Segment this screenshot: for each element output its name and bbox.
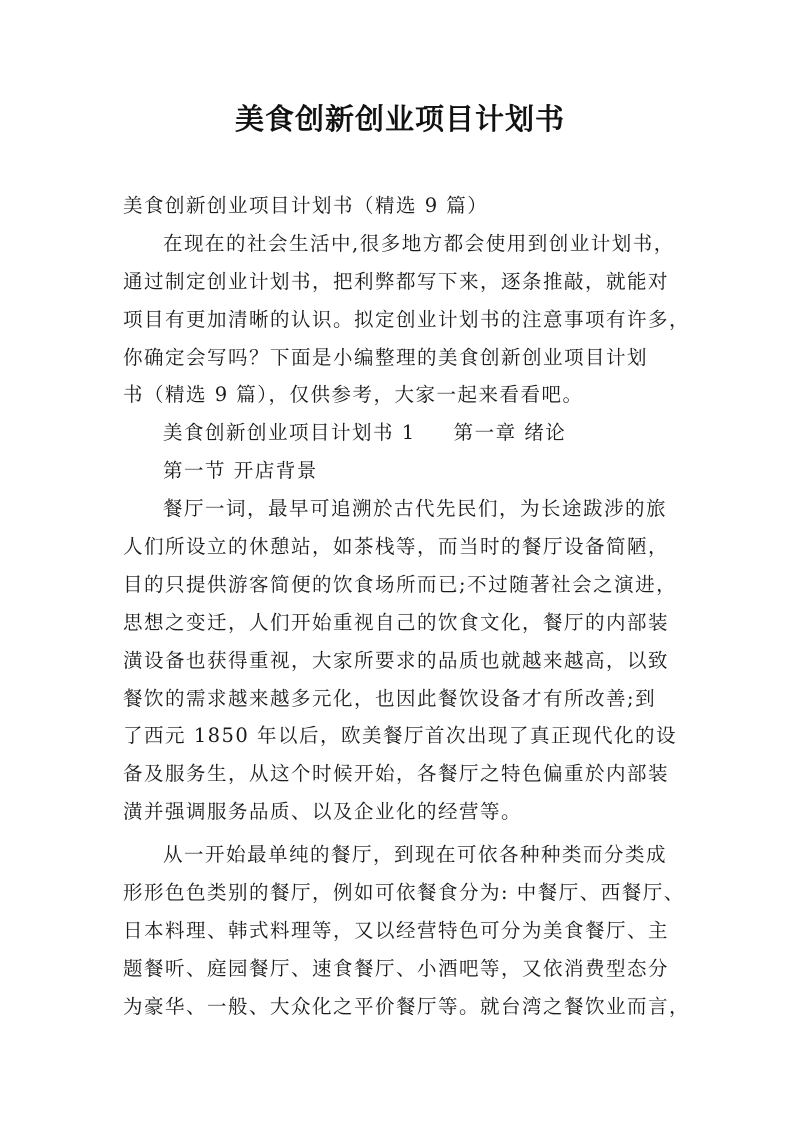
paragraph-categories bbox=[123, 836, 691, 1025]
paragraph-line: 潢并强调服务品质、以及企业化的经营等。 bbox=[123, 800, 523, 824]
paragraph-line: 你确定会写吗？下面是小编整理的美食创新创业项目计划 bbox=[123, 345, 649, 369]
intro-paragraph bbox=[123, 225, 691, 414]
document-body bbox=[123, 187, 691, 1026]
paragraph-line: 书（精选 9 篇），仅供参考，大家一起来看看吧。 bbox=[123, 383, 584, 407]
paragraph-line: 题餐听、庭园餐厅、速食餐厅、小酒吧等，又依消费型态分 bbox=[123, 956, 670, 980]
paragraph-line: 了西元 1850 年以后，欧美餐厅首次出现了真正现代化的设 bbox=[123, 724, 678, 748]
paragraph-line: 人们所设立的休憩站，如茶栈等，而当时的餐厅设备简陋， bbox=[123, 535, 670, 559]
paragraph-line: 项目有更加清晰的认识。拟定创业计划书的注意事项有许多， bbox=[123, 307, 691, 331]
document-title: 美食创新创业项目计划书 bbox=[234, 102, 565, 136]
paragraph-history bbox=[123, 490, 683, 831]
paragraph-line: 形形色色类别的餐厅，例如可依餐食分为: 中餐厅、西餐厅、 bbox=[123, 881, 685, 905]
paragraph-line: 从一开始最单纯的餐厅，到现在可依各种种类而分类成 bbox=[163, 843, 668, 867]
paragraph-line: 日本料理、韩式料理等，又以经营特色可分为美食餐厅、主 bbox=[123, 918, 670, 942]
section-title: 美食创新创业项目计划书 1 bbox=[163, 421, 416, 445]
paragraph-line: 目的只提供游客简便的饮食场所而已;不过随著社会之演进， bbox=[123, 572, 678, 596]
section-heading bbox=[123, 414, 683, 452]
document-subtitle: 美食创新创业项目计划书（精选 9 篇） bbox=[123, 194, 489, 217]
paragraph-line: 备及服务生，从这个时候开始，各餐厅之特色偏重於内部装 bbox=[123, 762, 670, 786]
paragraph-line: 通过制定创业计划书，把利弊都写下来，逐条推敲，就能对 bbox=[123, 269, 670, 293]
paragraph-line: 餐厅一词，最早可追溯於古代先民们，为长途跋涉的旅 bbox=[163, 497, 668, 521]
chapter-title: 第一章 绪论 bbox=[453, 421, 567, 445]
paragraph-line: 潢设备也获得重视，大家所要求的品质也就越来越高，以致 bbox=[123, 648, 670, 672]
paragraph-line: 为豪华、一般、大众化之平价餐厅等。就台湾之餐饮业而言， bbox=[123, 994, 691, 1018]
subsection-heading: 第一节 开店背景 bbox=[163, 459, 318, 483]
paragraph-line: 思想之变迁，人们开始重视自己的饮食文化，餐厅的内部装 bbox=[123, 610, 670, 634]
paragraph-line: 餐饮的需求越来越多元化，也因此餐饮设备才有所改善;到 bbox=[123, 686, 657, 710]
paragraph-line: 在现在的社会生活中,很多地方都会使用到创业计划书， bbox=[163, 231, 675, 255]
